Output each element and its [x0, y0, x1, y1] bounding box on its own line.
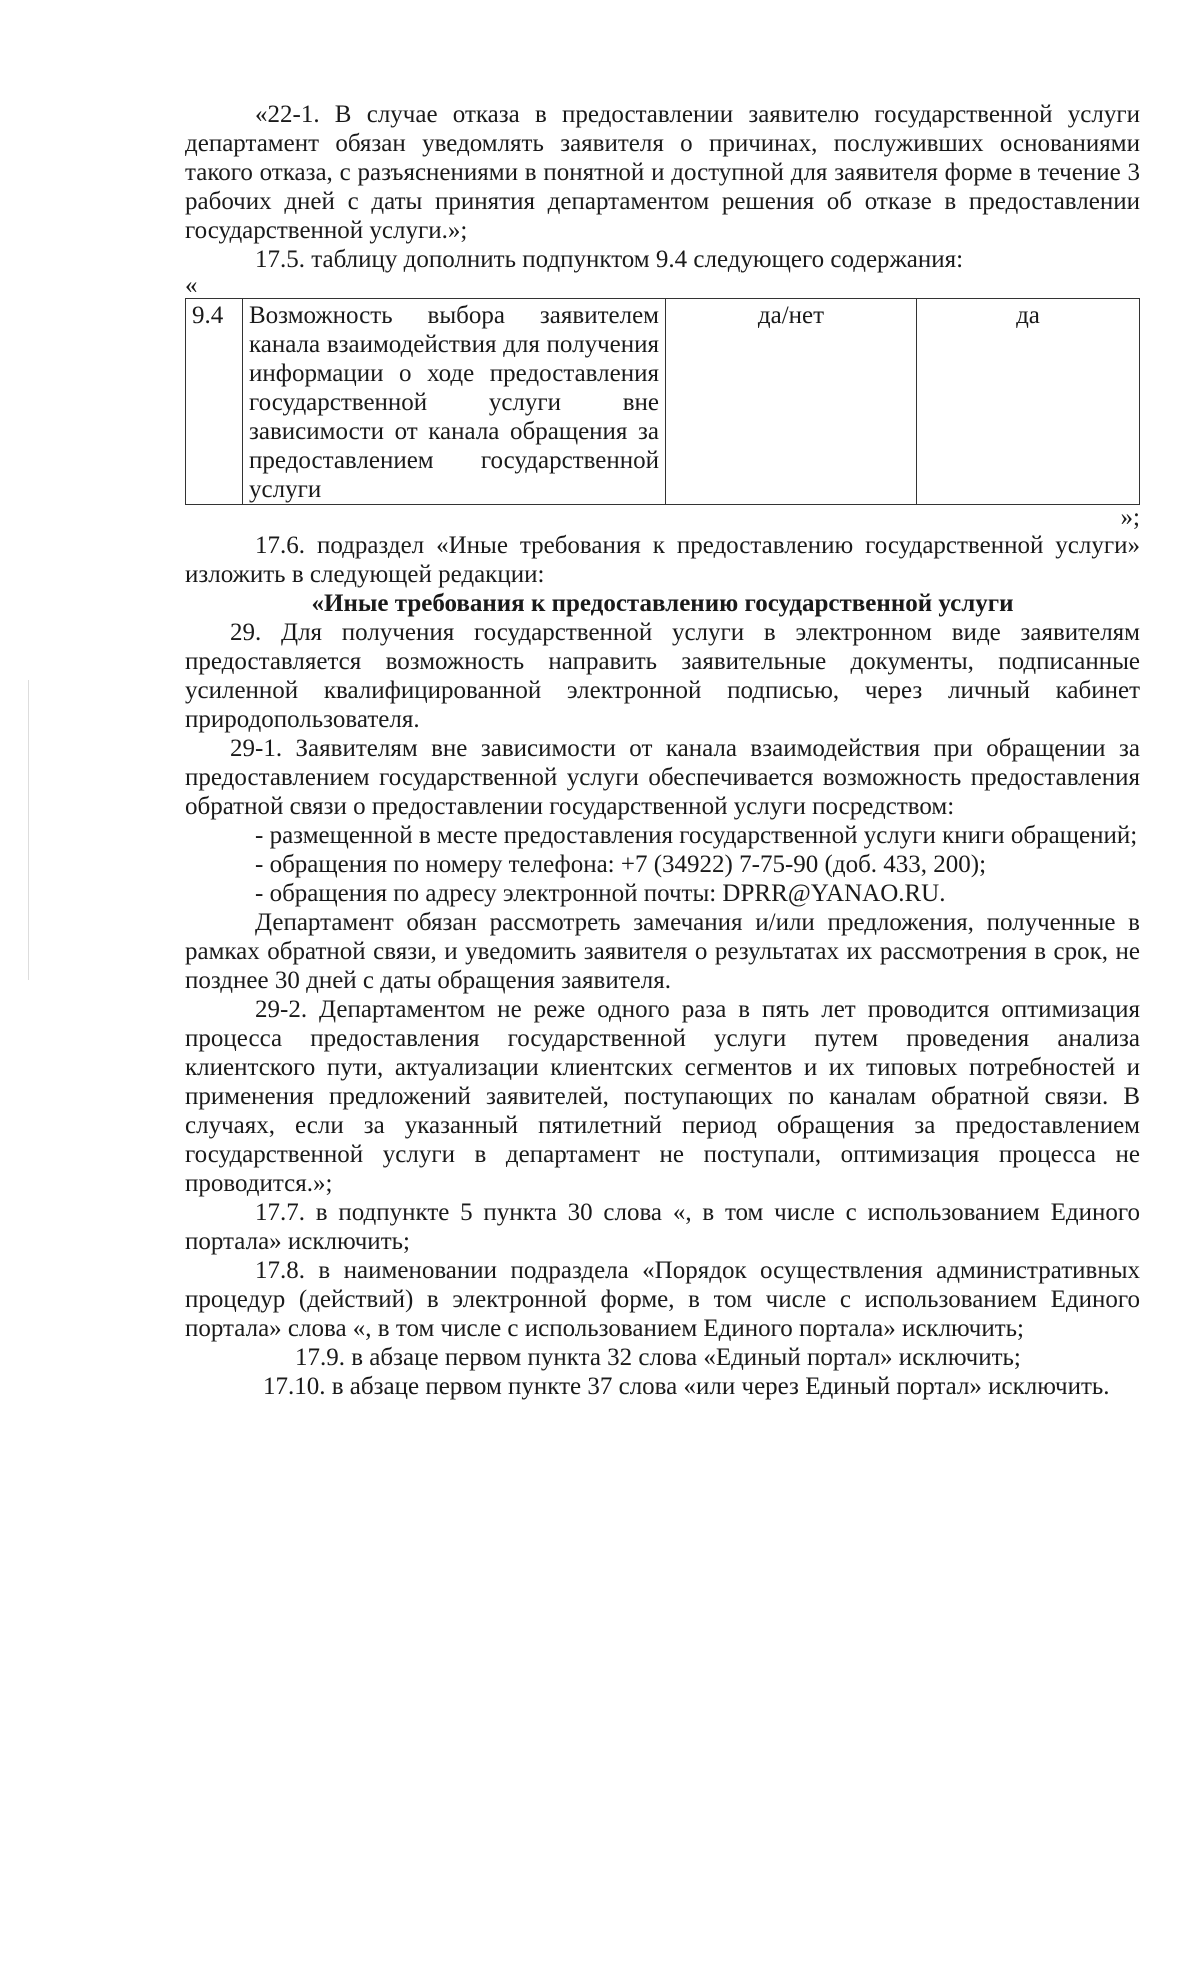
- table-cell-number: 9.4: [186, 299, 243, 505]
- paragraph-17-7: 17.7. в подпункте 5 пункта 30 слова «, в том числе с использованием Единого портала» исключить;: [185, 1199, 1140, 1255]
- paragraph-17-10: 17.10. в абзаце первом пункте 37 слова «или через Единый портал» исключить.: [263, 1373, 1110, 1400]
- paragraph-17-9: 17.9. в абзаце первом пункта 32 слова «Единый портал» исключить;: [295, 1344, 1021, 1371]
- paragraph-29-1: 29-1. Заявителям вне зависимости от канала взаимодействия при обращении за предоставлением государственной услуги обеспечивается возможность предоставления обратной связи о предоставлении государственной услуги посредством:: [185, 735, 1140, 820]
- paragraph-22-1: «22-1. В случае отказа в предоставлении заявителю государственной услуги департамент обязан уведомлять заявителя о причинах, послуживших основаниями такого отказа, с разъяснениями в понятной и доступной для заявителя форме в течение 3 рабочих дней с даты принятия департаментом решения об отказе в предоставлении государственной услуги.»;: [185, 101, 1140, 244]
- paragraph-17-6: 17.6. подраздел «Иные требования к предоставлению государственной услуги» изложить в следующей редакции:: [185, 532, 1140, 588]
- scan-margin-line: [28, 680, 29, 980]
- paragraph-department-obligation: Департамент обязан рассмотреть замечания и/или предложения, полученные в рамках обратной связи, и уведомить заявителя о результатах их рассмотрения в срок, не позднее 30 дней с даты обращения заявителя.: [185, 909, 1140, 994]
- paragraph-17-8: 17.8. в наименовании подраздела «Порядок осуществления административных процедур (действий) в электронной форме, в том числе с использованием Единого портала» слова «, в том числе с использованием Единого портала» исключить;: [185, 1257, 1140, 1342]
- indicators-table: [185, 298, 1140, 505]
- section-heading: «Иные требования к предоставлению государственной услуги: [311, 590, 1014, 617]
- paragraph-29: 29. Для получения государственной услуги в электронном виде заявителям предоставляется возможность направить заявительные документы, подписанные усиленной квалифицированной электронной подписью, через личный кабинет природопользователя.: [185, 619, 1140, 733]
- table-quote-close: »;: [1120, 504, 1140, 531]
- table-cell-value: да: [917, 299, 1140, 505]
- paragraph-29-2: 29-2. Департаментом не реже одного раза в пять лет проводится оптимизация процесса предоставления государственной услуги путем проведения анализа клиентского пути, актуализации клиентских сегментов и их типовых потребностей и применения предложений заявителей, поступающих по каналам обратной связи. В случаях, если за указанный пятилетний период обращения за предоставлением государственной услуги в департамент не поступали, оптимизация процесса не проводится.»;: [185, 996, 1140, 1197]
- list-item-phone: - обращения по номеру телефона: +7 (34922) 7-75-90 (доб. 433, 200);: [255, 851, 987, 878]
- table-cell-description: Возможность выбора заявителем канала взаимодействия для получения информации о ходе предоставления государственной услуги вне зависимости от канала обращения за предоставлением государственной услуги: [243, 299, 666, 505]
- list-item-book: - размещенной в месте предоставления государственной услуги книги обращений;: [255, 822, 1138, 849]
- table-cell-unit: да/нет: [666, 299, 917, 505]
- list-item-email: - обращения по адресу электронной почты: DPRR@YANAO.RU.: [255, 880, 946, 907]
- table-quote-open: «: [185, 272, 198, 299]
- table-row: [186, 299, 1140, 505]
- document-body: [185, 100, 1140, 1401]
- paragraph-17-5: 17.5. таблицу дополнить подпунктом 9.4 следующего содержания:: [255, 246, 964, 273]
